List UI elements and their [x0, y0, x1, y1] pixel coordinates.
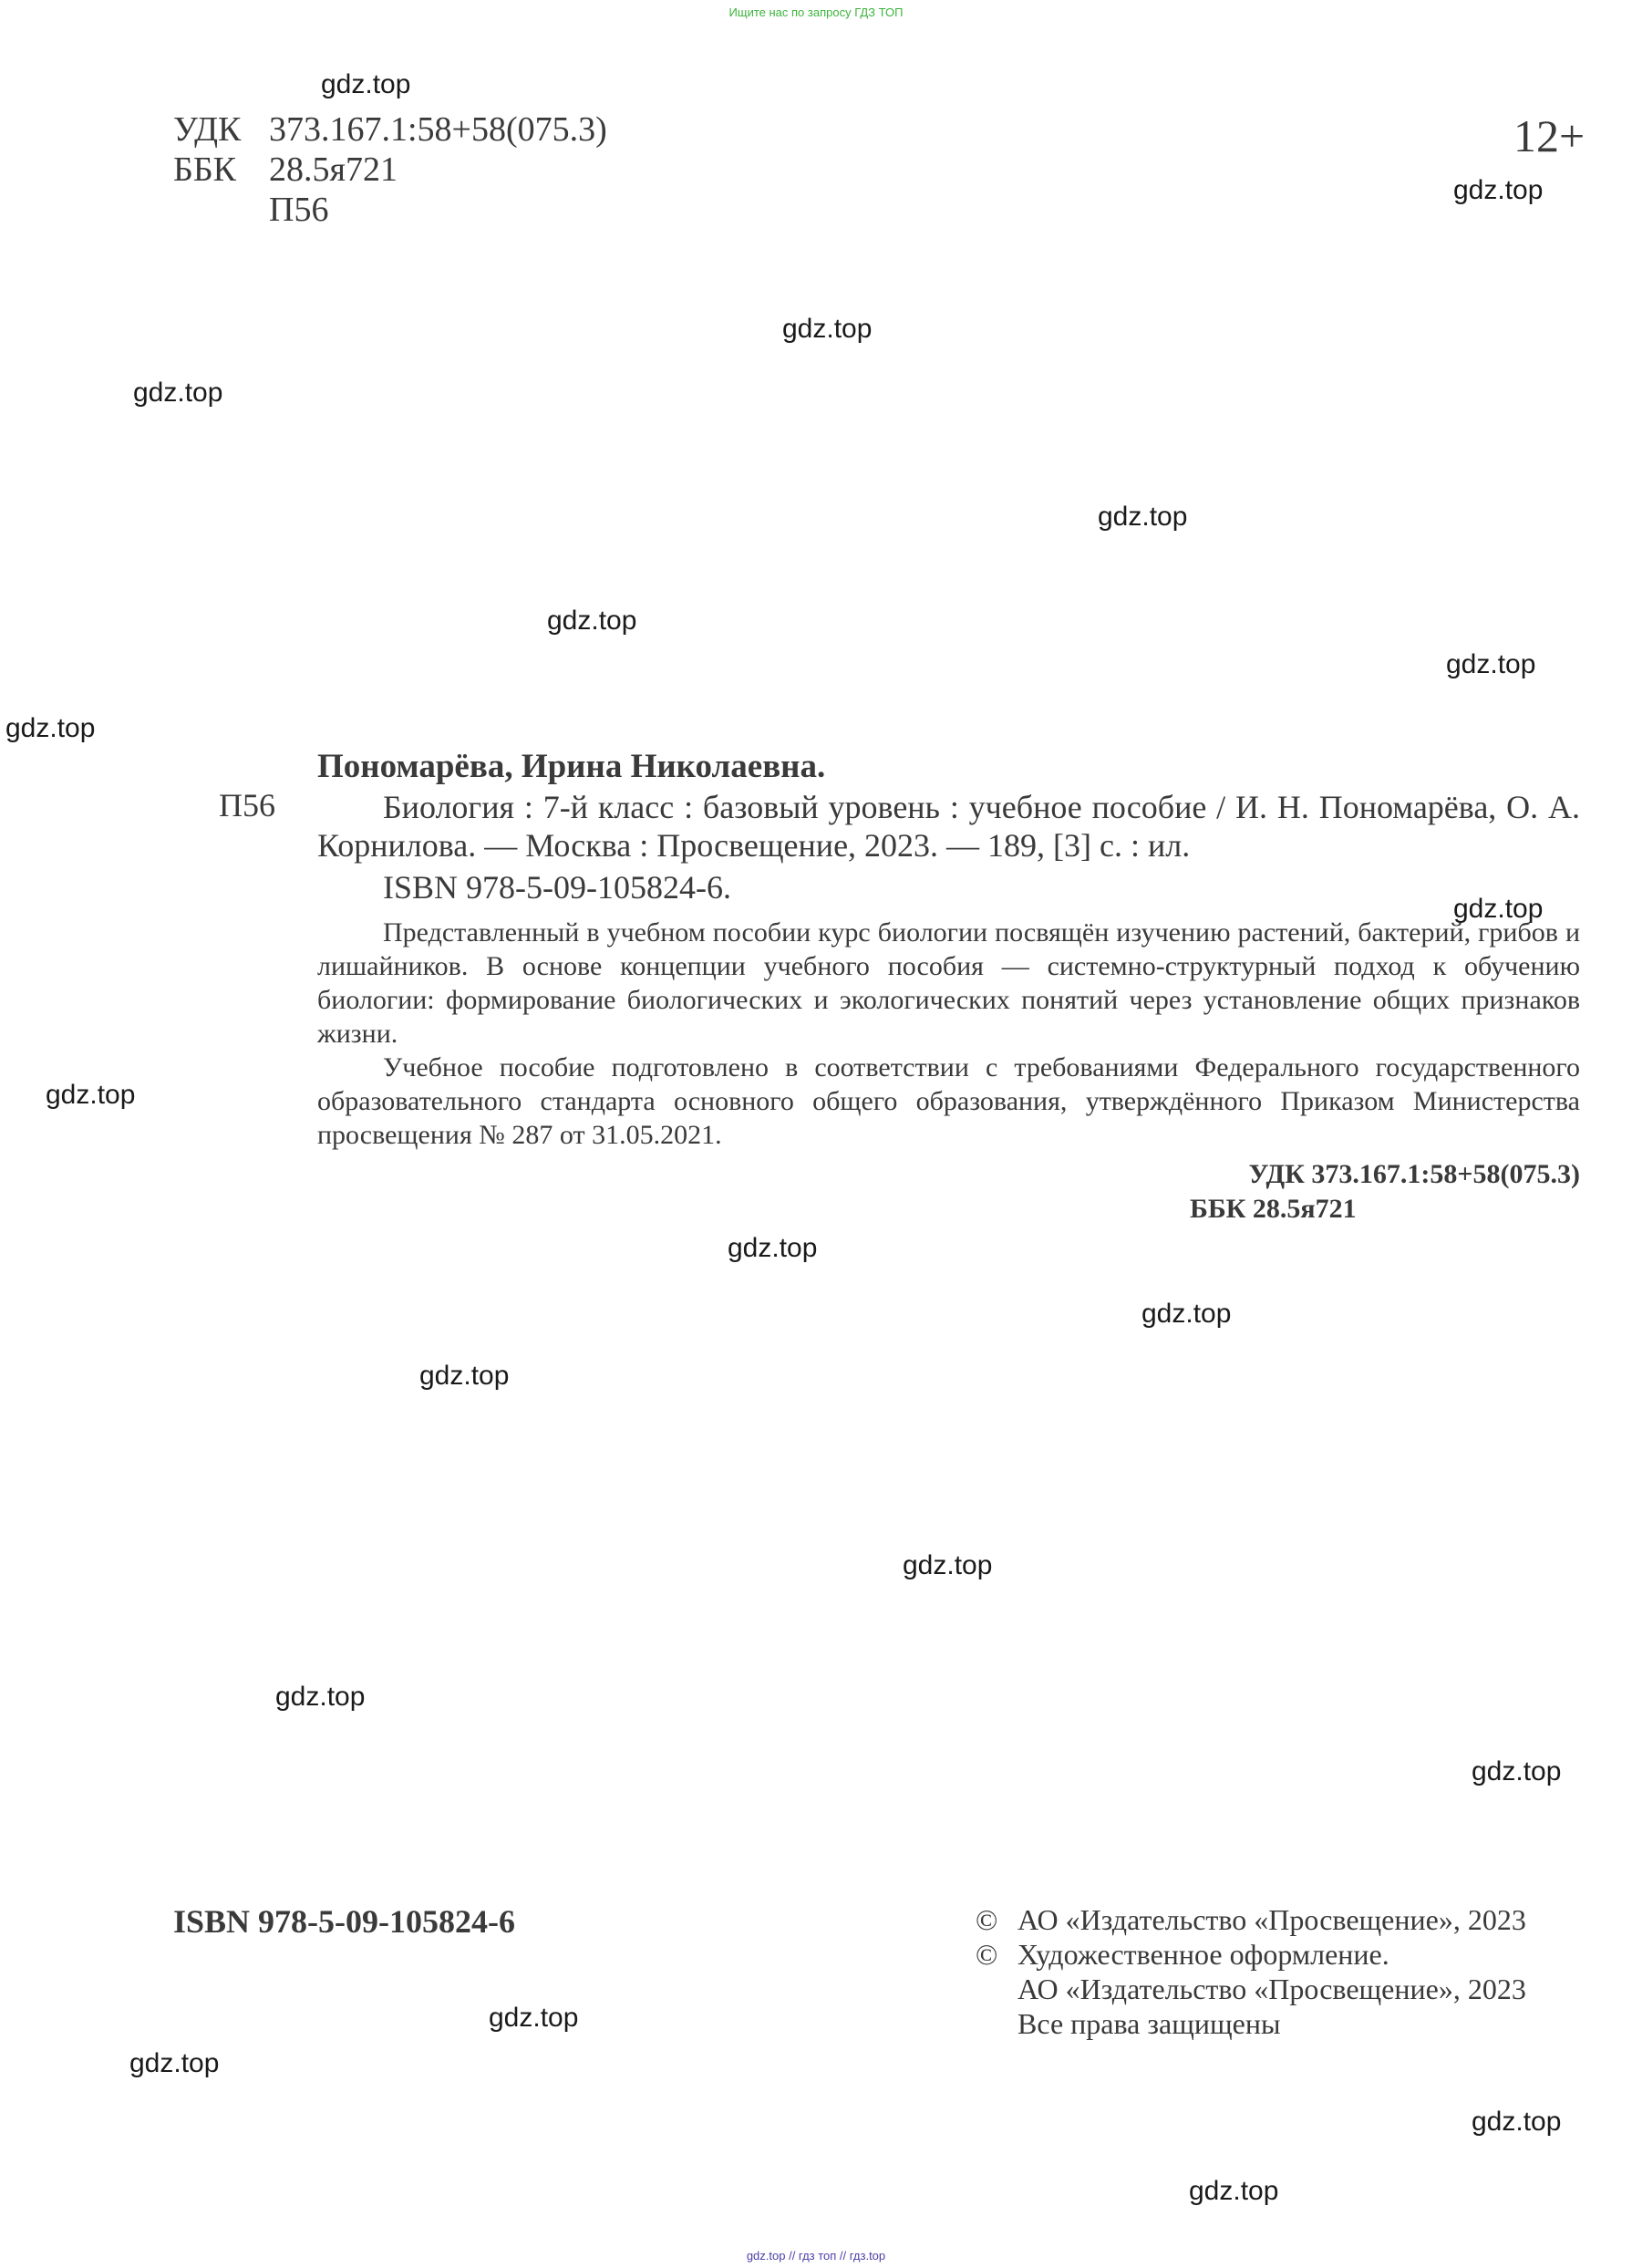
- watermark: gdz.top: [903, 1550, 993, 1580]
- watermark: gdz.top: [275, 1682, 366, 1712]
- watermark: gdz.top: [1453, 175, 1544, 205]
- udk-value: 373.167.1:58+58(075.3): [269, 110, 607, 149]
- card-cutter-code: П56: [219, 787, 275, 823]
- top-banner: Ищите нас по запросу ГДЗ ТОП: [728, 5, 904, 19]
- copyright-symbol: ©: [976, 1938, 998, 1971]
- card-bibliographic: Биология : 7-й класс : базовый уровень : учебное пособие / И. Н. Пономарёва, О. А. Корнилова. — Москва : Просвещение, 2023. — 189, [3] с. : ил.: [317, 789, 1580, 864]
- watermark: gdz.top: [1453, 894, 1544, 924]
- copyright-line-3: АО «Издательство «Просвещение», 2023: [1017, 1973, 1526, 2005]
- copyright-block: [976, 1902, 1526, 2041]
- footer-isbn: ISBN 978-5-09-105824-6: [173, 1903, 515, 1940]
- card-isbn: ISBN 978-5-09-105824-6.: [383, 869, 731, 906]
- rights-reserved: Все права защищены: [1017, 2007, 1281, 2040]
- bbk-value: 28.5я721: [269, 150, 398, 189]
- card-udk: УДК 373.167.1:58+58(075.3): [1248, 1159, 1580, 1189]
- watermark: gdz.top: [5, 713, 96, 743]
- card-codes: [317, 1157, 1580, 1227]
- card-description-2: Учебное пособие подготовлено в соответствии с требованиями Федерального государственного образовательного стандарта основного общего образования, утверждённого Приказом Министерства просвещения № 287 от 31.05.2021.: [317, 1052, 1580, 1150]
- cutter-code: П56: [269, 191, 329, 229]
- watermark: gdz.top: [1446, 649, 1536, 679]
- bbk-label: ББК: [173, 150, 236, 189]
- watermark: gdz.top: [321, 69, 411, 99]
- watermark: gdz.top: [489, 2003, 579, 2033]
- age-rating: 12+: [1513, 110, 1586, 161]
- watermark: gdz.top: [1189, 2176, 1279, 2206]
- watermark: gdz.top: [547, 606, 637, 636]
- copyright-line-1: АО «Издательство «Просвещение», 2023: [1017, 1903, 1526, 1936]
- watermark: gdz.top: [1141, 1299, 1232, 1329]
- card-description-1: Представленный в учебном пособии курс биологии посвящён изучению растений, бактерий, грибов и лишайников. В основе концепции учебного пособия — системно-структурный подход к обучению биологии: формирование биологических и экологических понятий через установление общих признаков жизни.: [317, 917, 1580, 1049]
- watermark: gdz.top: [129, 2048, 220, 2078]
- watermark: gdz.top: [728, 1233, 818, 1263]
- watermark: gdz.top: [133, 378, 223, 408]
- watermark: gdz.top: [419, 1361, 510, 1391]
- card-bbk: ББК 28.5я721: [1190, 1194, 1357, 1224]
- catalog-card: [317, 746, 1580, 1227]
- watermark: gdz.top: [46, 1080, 136, 1110]
- watermark: gdz.top: [782, 314, 873, 344]
- header-classification: [173, 109, 607, 230]
- watermark: gdz.top: [1098, 502, 1188, 532]
- copyright-symbol: ©: [976, 1903, 998, 1936]
- card-author: Пономарёва, Ирина Николаевна.: [317, 748, 826, 785]
- copyright-line-2: Художественное оформление.: [1017, 1938, 1389, 1971]
- udk-label: УДК: [173, 110, 242, 149]
- bottom-banner: gdz.top // гдз топ // гдз.top: [746, 2249, 886, 2263]
- watermark: gdz.top: [1472, 2107, 1562, 2137]
- watermark: gdz.top: [1472, 1756, 1562, 1786]
